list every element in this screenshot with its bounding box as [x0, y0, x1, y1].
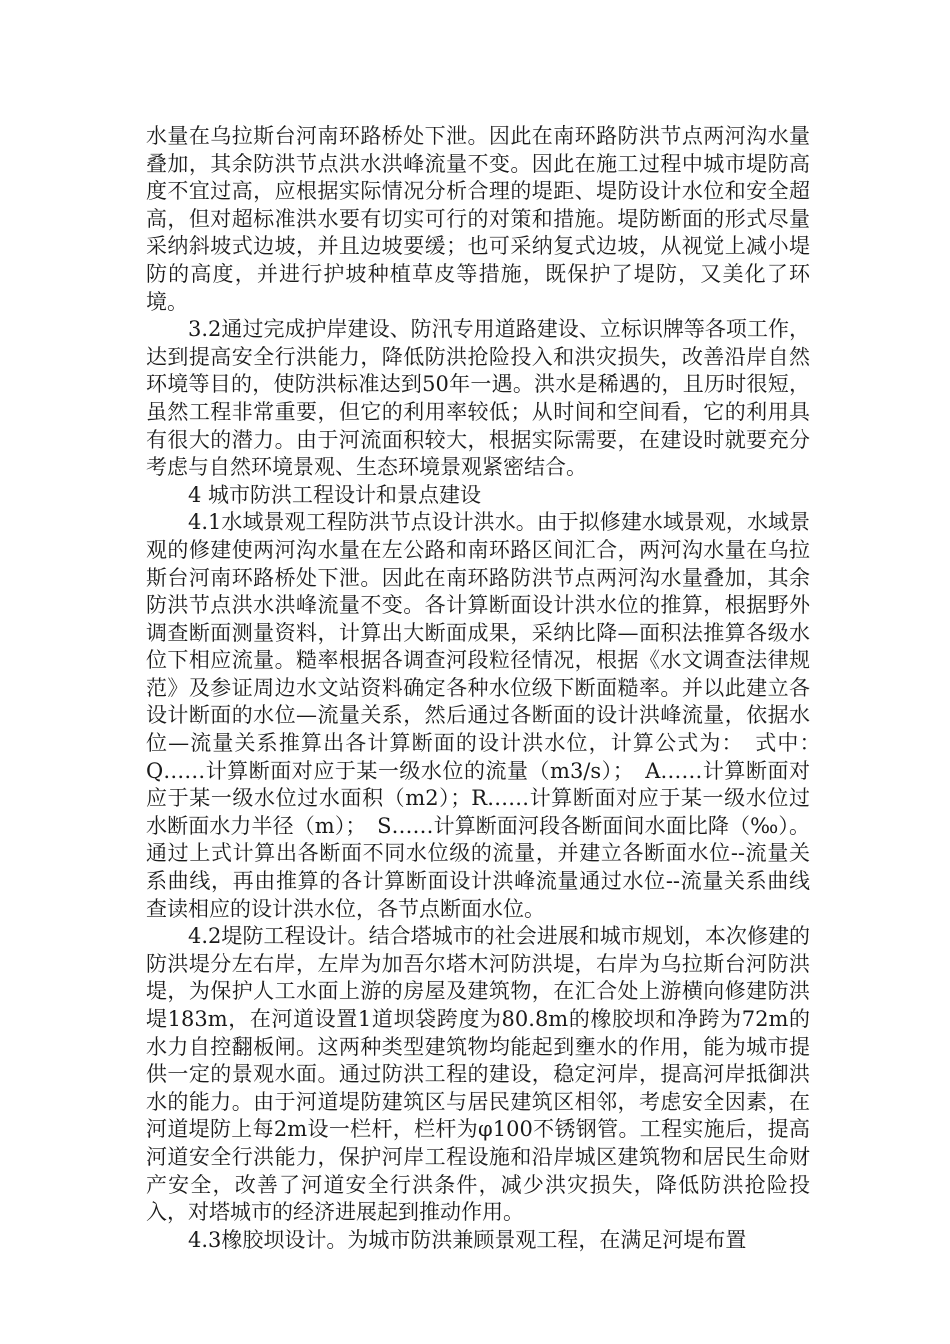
section-heading-4: 4 城市防洪工程设计和景点建设 — [188, 482, 482, 507]
paragraph-section-4-2: 4.2堤防工程设计。结合塔城市的社会进展和城市规划，本次修建的防洪堤分左右岸，左岸为加吾尔塔木河防洪堤，右岸为乌拉斯台河防洪堤，为保护人工水面上游的房屋及建筑物，在汇合处上游横向修建防洪堤183m，在河道设置1道坝袋跨度为80.8m的橡胶坝和净跨为72m的水力自控翻板闸。这两种类型建筑物均能起到壅水的作用，能为城市提供一定的景观水面。通过防洪工程的建设，稳定河岸，提高河岸抵御洪水的能力。由于河道堤防建筑区与居民建筑区相邻，考虑安全因素，在河道堤防上每2m设一栏杆，栏杆为φ100不锈钢管。工程实施后，提高河道安全行洪能力，保护河岸工程设施和沿岸城区建筑物和居民生命财产安全，改善了河道安全行洪条件，减少洪灾损失，降低防洪抢险投入，对塔城市的经济进展起到推动作用。 — [146, 924, 810, 1225]
body-text — [146, 123, 831, 1254]
paragraph-section-4-3: 4.3橡胶坝设计。为城市防洪兼顾景观工程，在满足河堤布置 — [188, 1227, 747, 1252]
paragraph-section-3-2: 3.2通过完成护岸建设、防汛专用道路建设、立标识牌等各项工作，达到提高安全行洪能力，降低防洪抢险投入和洪灾损失，改善沿岸自然环境等目的，使防洪标准达到50年一遇。洪水是稀遇的，且历时很短，虽然工程非常重要，但它的利用率较低；从时间和空间看，它的利用具有很大的潜力。由于河流面积较大，根据实际需要，在建设时就要充分考虑与自然环境景观、生态环境景观紧密结合。 — [146, 317, 810, 480]
paragraph-section-4-1: 4.1水域景观工程防洪节点设计洪水。由于拟修建水域景观，水域景观的修建使两河沟水量在左公路和南环路区间汇合，两河沟水量在乌拉斯台河南环路桥处下泄。因此在南环路防洪节点两河沟水量叠加，其余防洪节点洪水洪峰流量不变。各计算断面设计洪水位的推算，根据野外调查断面测量资料，计算出大断面成果，采纳比降—面积法推算各级水位下相应流量。糙率根据各调查河段粒径情况，根据《水文调查法律规范》及参证周边水文站资料确定各种水位级下断面糙率。并以此建立各设计断面的水位—流量关系，然后通过各断面的设计洪峰流量，依据水位—流量关系推算出各计算断面的设计洪水位，计算公式为： 式中： Q……计算断面对应于某一级水位的流量（m3/s）； A……计算断面对应于某一级水位过水面积（m2）；R……计算断面对应于某一级水位过水断面水力半径（m）； S……计算断面河段各断面间水面比降（‰）。通过上式计算出各断面不同水位级的流量，并建立各断面水位--流量关系曲线，再由推算的各计算断面设计洪峰流量通过水位--流量关系曲线查读相应的设计洪水位，各节点断面水位。 — [146, 510, 831, 921]
paragraph-dike-design-continued: 水量在乌拉斯台河南环路桥处下泄。因此在南环路防洪节点两河沟水量叠加，其余防洪节点洪水洪峰流量不变。因此在施工过程中城市堤防高度不宜过高，应根据实际情况分析合理的堤距、堤防设计水位和安全超高，但对超标准洪水要有切实可行的对策和措施。堤防断面的形式尽量采纳斜坡式边坡，并且边坡要缓；也可采纳复式边坡，从视觉上减小堤防的高度，并进行护坡种植草皮等措施，既保护了堤防，又美化了环境。 — [146, 124, 810, 314]
